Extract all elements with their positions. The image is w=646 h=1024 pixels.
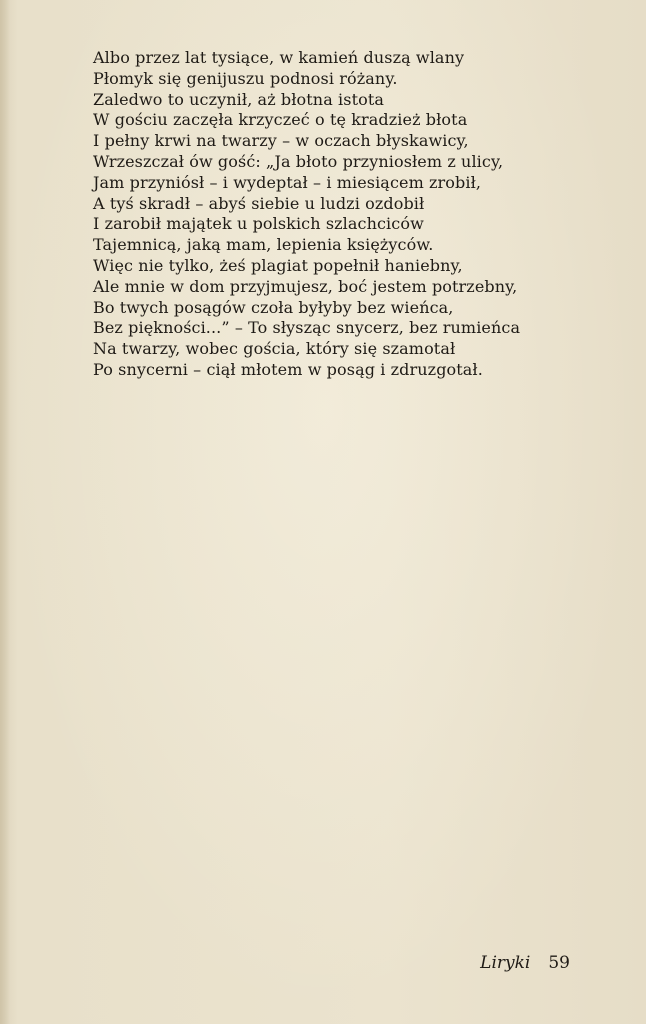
poem-line: Płomyk się genijuszu podnosi różany. (93, 68, 398, 88)
poem-text (93, 48, 521, 381)
poem-line: Bez piękności...” – To słysząc snycerz, bez rumieńca (93, 318, 521, 338)
poem-line: Na twarzy, wobec gościa, który się szamotał (93, 339, 456, 359)
poem-line: Tajemnicą, jaką mam, lepienia księżyców. (93, 235, 434, 255)
poem-line: Bo twych posągów czoła byłyby bez wieńca, (93, 297, 454, 317)
page-footer (480, 953, 570, 973)
poem-line: I zarobił majątek u polskich szlachciców (93, 214, 424, 234)
page-number: 59 (548, 953, 570, 973)
poem-line: Więc nie tylko, żeś plagiat popełnił haniebny, (93, 255, 463, 275)
poem-line: I pełny krwi na twarzy – w oczach błyskawicy, (93, 131, 469, 151)
poem-line: A tyś skradł – abyś siebie u ludzi ozdobił (93, 193, 425, 213)
poem-line: Albo przez lat tysiące, w kamień duszą wlany (93, 48, 465, 67)
poem-line: W gościu zaczęła krzyczeć o tę kradzież błota (93, 110, 468, 130)
poem-line: Ale mnie w dom przyjmujesz, boć jestem potrzebny, (93, 276, 518, 296)
poem-line: Po snycerni – ciął młotem w posąg i zdruzgotał. (93, 359, 483, 379)
poem-line: Jam przyniósł – i wydeptał – i miesiącem zrobił, (93, 172, 482, 192)
poem-line: Wrzeszczał ów gość: „Ja błoto przyniosłem z ulicy, (93, 151, 504, 171)
poem-line: Zaledwo to uczynił, aż błotna istota (93, 89, 384, 109)
page-gutter-shadow (0, 0, 10, 1024)
running-title: Liryki (480, 953, 531, 973)
